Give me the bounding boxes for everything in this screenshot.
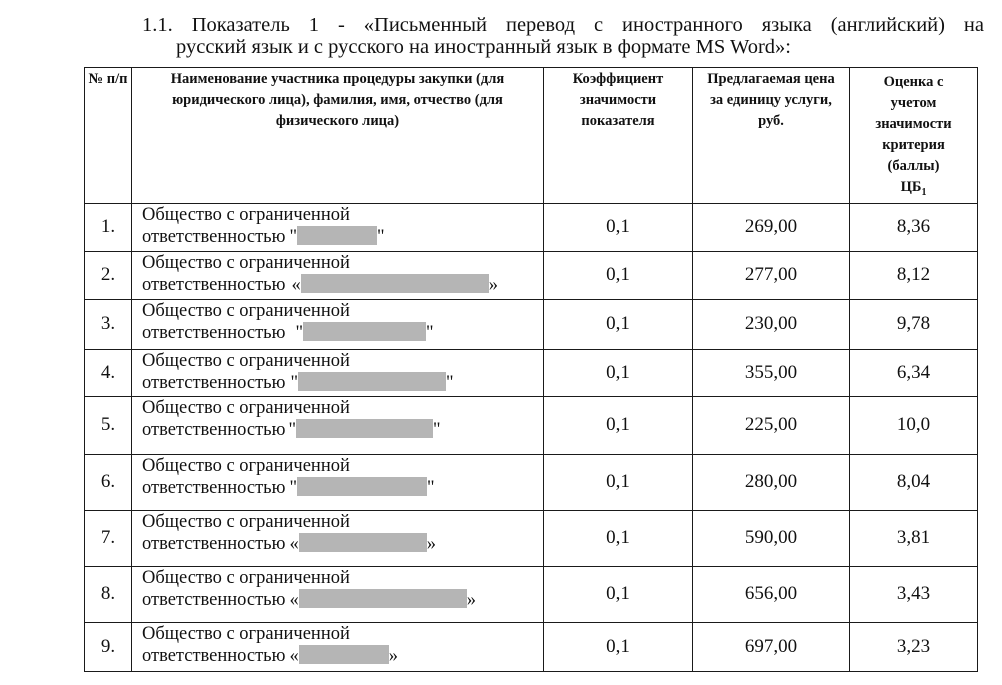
redacted-company-name <box>297 477 427 496</box>
participant-name-line2 <box>142 419 543 441</box>
price-value: 225,00 <box>693 396 850 454</box>
price-value: 656,00 <box>693 566 850 622</box>
participant-name-line1: Общество с ограниченной <box>142 567 350 588</box>
price-value: 355,00 <box>693 349 850 396</box>
row-number: 9. <box>85 622 132 671</box>
heading-line-1: 1.1. Показатель 1 - «Письменный перевод с иностранного языка (английский) на <box>142 14 984 36</box>
redacted-company-name <box>299 533 427 552</box>
score-value: 3,23 <box>850 622 978 671</box>
participant-name-line1: Общество с ограниченной <box>142 623 350 644</box>
price-value: 230,00 <box>693 299 850 349</box>
close-quote: » <box>426 533 436 554</box>
participant-name <box>132 622 544 671</box>
score-value: 8,12 <box>850 251 978 299</box>
score-value: 9,78 <box>850 299 978 349</box>
participant-name-prefix: ответственностью <box>142 274 286 295</box>
row-number: 6. <box>85 454 132 510</box>
evaluation-table <box>84 67 978 672</box>
close-quote: » <box>488 274 498 295</box>
coefficient-value: 0,1 <box>544 622 693 671</box>
participant-name <box>132 396 544 454</box>
score-value: 3,81 <box>850 510 978 566</box>
row-number: 8. <box>85 566 132 622</box>
participant-name-line1: Общество с ограниченной <box>142 204 350 225</box>
redacted-company-name <box>299 589 467 608</box>
header-price: Предлагаемая цена за единицу услуги, руб. <box>693 68 850 204</box>
participant-name-prefix: ответственностью <box>142 226 286 247</box>
participant-name-line2 <box>142 533 543 555</box>
header-score-subscript: 1 <box>921 186 927 198</box>
row-number: 5. <box>85 396 132 454</box>
participant-name-prefix: ответственностью <box>142 419 286 440</box>
participant-name-prefix: ответственностью <box>142 322 286 343</box>
row-number: 4. <box>85 349 132 396</box>
close-quote: " <box>433 419 441 440</box>
coefficient-value: 0,1 <box>544 396 693 454</box>
header-participant-name: Наименование участника процедуры закупки (для юридического лица), фамилия, имя, отчество (для физического лица) <box>132 68 544 204</box>
participant-name-line1: Общество с ограниченной <box>142 252 350 273</box>
participant-name <box>132 349 544 396</box>
header-number: № п/п <box>85 68 132 204</box>
redacted-company-name <box>297 226 377 245</box>
open-quote: « <box>289 533 299 554</box>
participant-name <box>132 203 544 251</box>
participant-name-line2 <box>142 477 543 499</box>
table-row <box>85 203 978 251</box>
price-value: 280,00 <box>693 454 850 510</box>
price-value: 269,00 <box>693 203 850 251</box>
open-quote: « <box>291 274 301 295</box>
score-value: 10,0 <box>850 396 978 454</box>
close-quote: " <box>426 322 434 343</box>
score-value: 6,34 <box>850 349 978 396</box>
table-row <box>85 622 978 671</box>
open-quote: " <box>289 477 298 498</box>
table-row <box>85 251 978 299</box>
participant-name <box>132 251 544 299</box>
open-quote: « <box>289 589 299 610</box>
table-row <box>85 299 978 349</box>
row-number: 2. <box>85 251 132 299</box>
participant-name-line2 <box>142 589 543 611</box>
redacted-company-name <box>301 274 489 293</box>
price-value: 697,00 <box>693 622 850 671</box>
redacted-company-name <box>298 372 446 391</box>
heading-line-2: русский язык и с русского на иностранный язык в формате MS Word»: <box>176 36 791 58</box>
header-score <box>850 68 978 204</box>
header-score-symbol: ЦБ <box>900 179 922 195</box>
price-value: 277,00 <box>693 251 850 299</box>
open-quote: " <box>288 419 297 440</box>
header-coefficient: Коэффициент значимости показателя <box>544 68 693 204</box>
participant-name-line2 <box>142 645 543 667</box>
header-score-label: Оценка с учетом значимости критерия (баллы) <box>875 74 952 174</box>
coefficient-value: 0,1 <box>544 251 693 299</box>
table-row <box>85 454 978 510</box>
coefficient-value: 0,1 <box>544 349 693 396</box>
redacted-company-name <box>299 645 389 664</box>
participant-name-line2 <box>142 372 543 394</box>
participant-name-prefix: ответственностью <box>142 589 286 610</box>
table-row <box>85 566 978 622</box>
coefficient-value: 0,1 <box>544 510 693 566</box>
table-row <box>85 396 978 454</box>
participant-name-line2 <box>142 274 543 296</box>
score-value: 8,36 <box>850 203 978 251</box>
coefficient-value: 0,1 <box>544 203 693 251</box>
close-quote: " <box>446 372 454 393</box>
participant-name-prefix: ответственностью <box>142 645 286 666</box>
score-value: 8,04 <box>850 454 978 510</box>
open-quote: " <box>290 372 299 393</box>
row-number: 7. <box>85 510 132 566</box>
row-number: 3. <box>85 299 132 349</box>
coefficient-value: 0,1 <box>544 454 693 510</box>
participant-name-line1: Общество с ограниченной <box>142 350 350 371</box>
participant-name <box>132 299 544 349</box>
price-value: 590,00 <box>693 510 850 566</box>
redacted-company-name <box>296 419 433 438</box>
close-quote: » <box>466 589 476 610</box>
close-quote: » <box>388 645 398 666</box>
participant-name-prefix: ответственностью <box>142 533 286 554</box>
close-quote: " <box>427 477 435 498</box>
participant-name <box>132 510 544 566</box>
participant-name <box>132 454 544 510</box>
row-number: 1. <box>85 203 132 251</box>
participant-name-line1: Общество с ограниченной <box>142 397 350 418</box>
participant-name-line2 <box>142 226 543 248</box>
table-row <box>85 510 978 566</box>
open-quote: " <box>289 226 298 247</box>
participant-name-line1: Общество с ограниченной <box>142 511 350 532</box>
participant-name-line1: Общество с ограниченной <box>142 455 350 476</box>
score-value: 3,43 <box>850 566 978 622</box>
participant-name-line2 <box>142 322 543 344</box>
redacted-company-name <box>303 322 426 341</box>
participant-name <box>132 566 544 622</box>
coefficient-value: 0,1 <box>544 299 693 349</box>
participant-name-prefix: ответственностью <box>142 477 286 498</box>
open-quote: « <box>289 645 299 666</box>
open-quote: " <box>295 322 304 343</box>
participant-name-line1: Общество с ограниченной <box>142 300 350 321</box>
coefficient-value: 0,1 <box>544 566 693 622</box>
close-quote: " <box>377 226 385 247</box>
table-header-row <box>85 68 978 204</box>
participant-name-prefix: ответственностью <box>142 372 286 393</box>
table-row <box>85 349 978 396</box>
section-heading <box>142 14 984 58</box>
